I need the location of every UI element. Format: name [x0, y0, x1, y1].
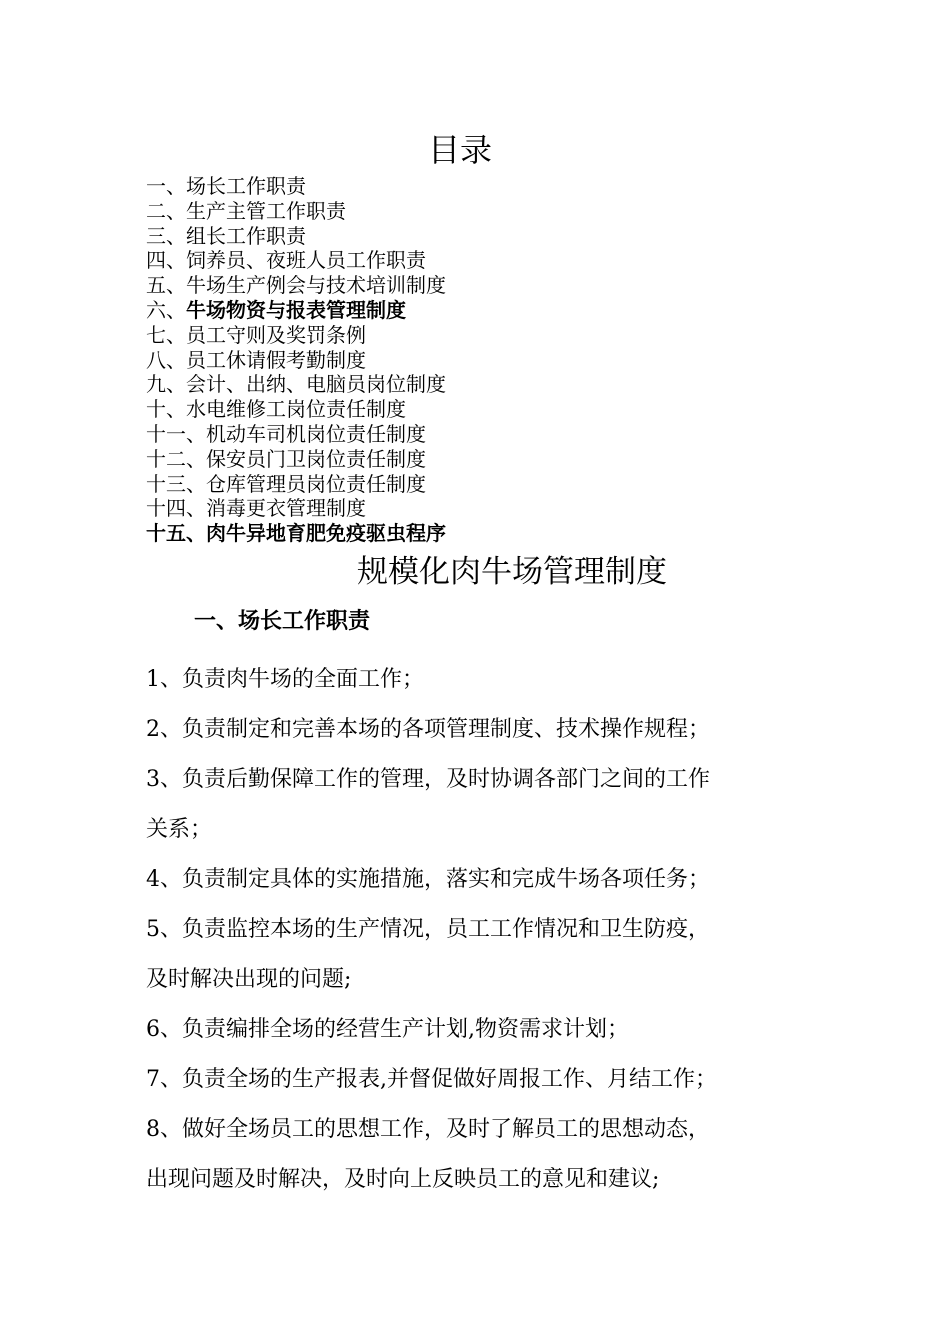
- toc-item: [146, 521, 446, 546]
- section-heading: 一、场长工作职责: [194, 609, 371, 634]
- toc-item-label: 饲养员、夜班人员工作职责: [186, 248, 426, 273]
- toc-item-number: 三、: [146, 223, 186, 248]
- body-text-line: 1、负责肉牛场的全面工作；: [146, 667, 424, 692]
- toc-item-label: 生产主管工作职责: [186, 198, 346, 223]
- toc-item-number: 十三、: [146, 471, 206, 496]
- toc-title: 目录: [427, 131, 492, 169]
- toc-item: [146, 224, 446, 249]
- body-text-line: 8、做好全场员工的思想工作，及时了解员工的思想动态，: [146, 1117, 710, 1142]
- toc-item-number: 一、: [146, 174, 186, 198]
- toc-item-number: 四、: [146, 248, 186, 273]
- toc-item-label: 水电维修工岗位责任制度: [186, 397, 406, 422]
- body-text-line: 关系；: [146, 817, 213, 842]
- toc-item-number: 五、: [146, 273, 186, 298]
- toc-item-label: 保安员门卫岗位责任制度: [206, 446, 426, 471]
- toc-item-label: 仓库管理员岗位责任制度: [206, 471, 426, 496]
- toc-item: [146, 174, 446, 199]
- toc-item: [146, 472, 446, 497]
- toc-item: [146, 372, 446, 397]
- section-body: [146, 655, 717, 1205]
- body-text-line: 7、负责全场的生产报表,并督促做好周报工作、月结工作；: [146, 1067, 717, 1092]
- toc-item: [146, 447, 446, 472]
- toc-item-label: 会计、出纳、电脑员岗位制度: [186, 372, 446, 397]
- toc-item-number: 八、: [146, 347, 186, 372]
- body-text-line: 4、负责制定具体的实施措施，落实和完成牛场各项任务；: [146, 867, 710, 892]
- toc-item: [146, 496, 446, 521]
- toc-item: [146, 273, 446, 298]
- toc-item-label: 机动车司机岗位责任制度: [206, 421, 426, 446]
- toc-item-number: 九、: [146, 372, 186, 397]
- toc-item-number: 十五、: [146, 521, 206, 546]
- toc-item-label: 组长工作职责: [186, 223, 306, 248]
- toc-item-label: 场长工作职责: [186, 174, 306, 198]
- body-text-line: 5、负责监控本场的生产情况，员工工作情况和卫生防疫，: [146, 917, 710, 942]
- toc-item: [146, 298, 446, 323]
- body-text-line: 6、负责编排全场的经营生产计划,物资需求计划；: [146, 1017, 629, 1042]
- toc-item-number: 七、: [146, 322, 186, 347]
- toc-item: [146, 397, 446, 422]
- toc-item-label: 消毒更衣管理制度: [206, 496, 366, 521]
- toc-item-number: 十、: [146, 397, 186, 422]
- body-text-line: 出现问题及时解决，及时向上反映员工的意见和建议;: [146, 1167, 660, 1192]
- toc-item: [146, 323, 446, 348]
- toc-item: [146, 199, 446, 224]
- body-text-line: 及时解决出现的问题;: [146, 967, 352, 992]
- toc-item-label: 员工守则及奖罚条例: [186, 322, 366, 347]
- toc-item-label: 牛场物资与报表管理制度: [186, 297, 406, 322]
- toc-item: [146, 248, 446, 273]
- toc-item-number: 十二、: [146, 446, 206, 471]
- document-title: 规模化肉牛场管理制度: [357, 554, 667, 590]
- body-text-line: 3、负责后勤保障工作的管理，及时协调各部门之间的工作: [146, 767, 710, 792]
- toc-item: [146, 422, 446, 447]
- body-text-line: 2、负责制定和完善本场的各项管理制度、技术操作规程；: [146, 717, 710, 742]
- toc-item: [146, 348, 446, 373]
- toc-item-number: 六、: [146, 297, 186, 322]
- toc-item-number: 二、: [146, 198, 186, 223]
- toc-item-number: 十四、: [146, 496, 206, 521]
- toc-item-label: 员工休请假考勤制度: [186, 347, 366, 372]
- toc-item-label: 肉牛异地育肥免疫驱虫程序: [206, 521, 446, 546]
- table-of-contents: [146, 174, 446, 546]
- toc-item-label: 牛场生产例会与技术培训制度: [186, 273, 446, 298]
- toc-item-number: 十一、: [146, 421, 206, 446]
